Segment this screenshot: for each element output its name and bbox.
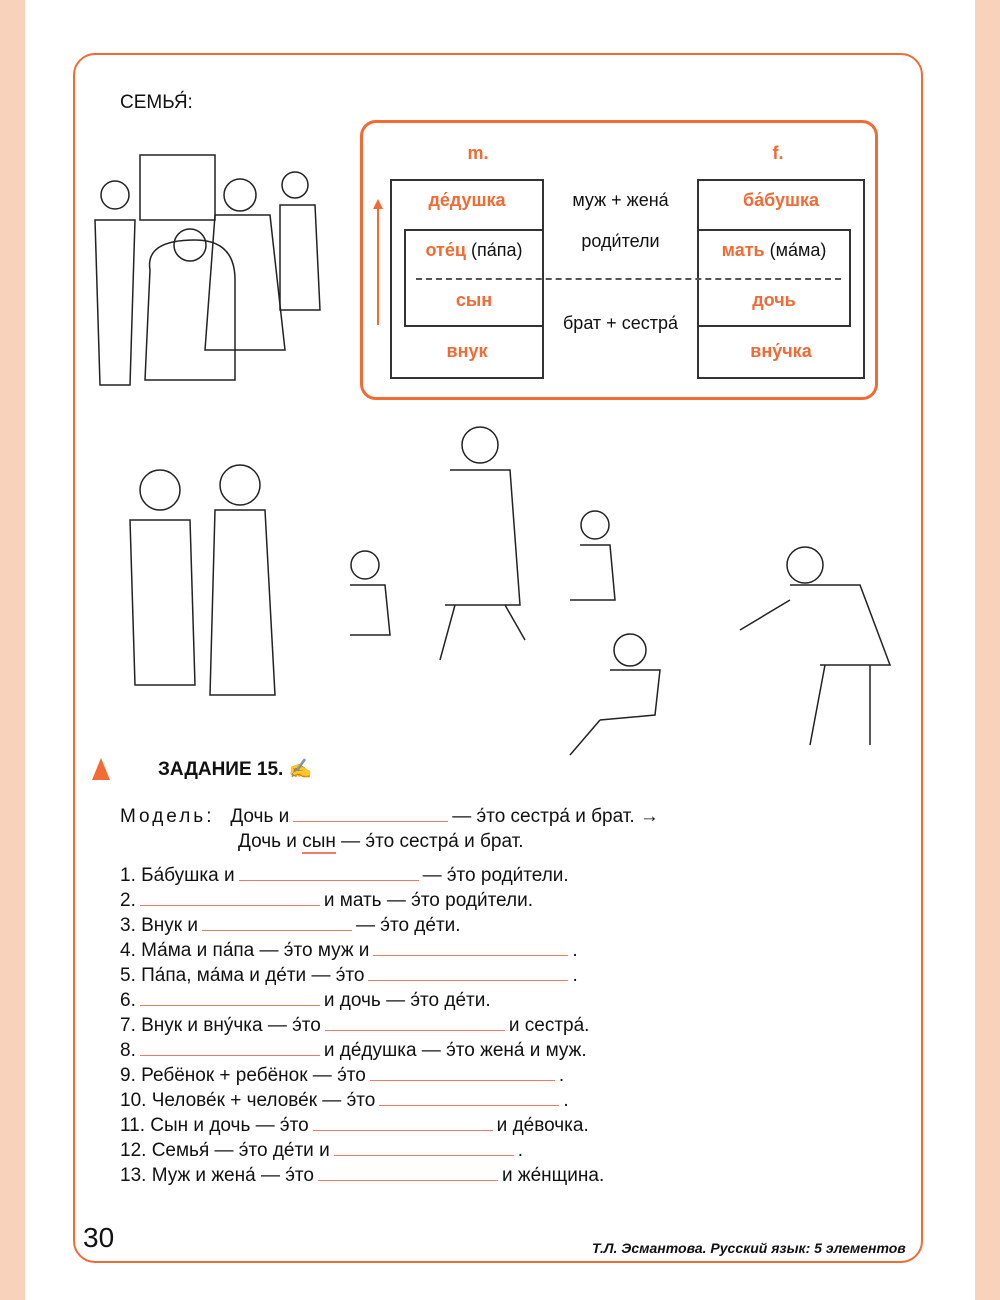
scheme-papa: (па́па) <box>470 240 523 260</box>
item-text: . <box>572 965 578 986</box>
exercise-item <box>120 1165 604 1187</box>
female-label: f. <box>772 143 784 163</box>
scheme-daughter: дочь <box>752 290 796 310</box>
page-number: 30 <box>83 1222 115 1253</box>
generation-divider <box>416 278 841 280</box>
answer-blank[interactable] <box>373 941 568 956</box>
answer-blank[interactable] <box>202 916 352 931</box>
item-text: и дочь — э́то де́ти. <box>323 990 491 1011</box>
answer-blank[interactable] <box>239 866 419 881</box>
male-label: m. <box>467 143 489 163</box>
scheme-mama: (ма́ма) <box>769 240 827 260</box>
family-scenes-illustration <box>100 425 900 760</box>
item-text: и же́нщина. <box>501 1165 605 1186</box>
model-text: Дочь и <box>238 831 297 852</box>
scheme-son: сын <box>455 290 493 310</box>
item-text: . <box>563 1090 569 1111</box>
answer-blank[interactable] <box>140 991 320 1006</box>
task-title-text: ЗАДАНИЕ 15. <box>158 759 284 780</box>
answer-blank[interactable] <box>334 1141 514 1156</box>
item-text: — э́то роди́тели. <box>422 865 569 886</box>
scheme-grandfather: де́душка <box>428 190 506 210</box>
exercise-item <box>120 1040 587 1062</box>
arrow-head-icon <box>373 199 383 209</box>
exercise-item <box>120 890 533 912</box>
model-text: — э́то сестра́ и брат. <box>341 831 524 852</box>
scheme-grandson: внук <box>446 341 488 361</box>
section-title: СЕМЬЯ́: <box>120 92 193 113</box>
model-text: — э́то сестра́ и брат. → <box>452 806 659 827</box>
exercise-item <box>120 965 578 987</box>
answer-blank[interactable] <box>379 1091 559 1106</box>
scheme-father: оте́ц <box>425 240 466 260</box>
item-text: 13. Муж и жена́ — э́то <box>120 1165 314 1186</box>
item-text: 6. <box>120 990 136 1011</box>
up-arrow-icon <box>377 203 379 325</box>
exercise-item <box>120 940 578 962</box>
exercise-item <box>120 1115 589 1137</box>
level-marker-icon <box>92 758 110 780</box>
item-text: 1. Ба́бушка и <box>120 865 235 886</box>
answer-blank[interactable] <box>140 1041 320 1056</box>
item-text: 3. Внук и <box>120 915 198 936</box>
item-text: и де́душка — э́то жена́ и муж. <box>323 1040 587 1061</box>
exercise-item <box>120 1015 589 1037</box>
model-line-2 <box>238 831 524 853</box>
pen-writing-icon: ✍ <box>288 759 313 780</box>
answer-blank[interactable] <box>368 966 568 981</box>
item-text: . <box>572 940 578 961</box>
item-text: 8. <box>120 1040 136 1061</box>
exercise-item <box>120 915 461 937</box>
scheme-mother: мать <box>721 240 765 260</box>
model-line-1 <box>120 806 659 828</box>
answer-blank[interactable] <box>140 891 320 906</box>
exercise-item <box>120 865 569 887</box>
scheme-granddaughter: вну́чка <box>750 341 812 361</box>
family-scheme <box>360 120 878 400</box>
task-title <box>158 757 312 781</box>
page-margin-right <box>975 0 1000 1300</box>
model-blank <box>293 807 448 822</box>
item-text: — э́то де́ти. <box>356 915 461 936</box>
exercise-item <box>120 1140 523 1162</box>
scheme-husband-wife: муж + жена́ <box>572 190 669 210</box>
page-margin-left <box>0 0 25 1300</box>
item-text: 9. Ребёнок + ребёнок — э́то <box>120 1065 366 1086</box>
model-label: Модель: <box>120 806 215 827</box>
item-text: 2. <box>120 890 136 911</box>
answer-blank[interactable] <box>325 1016 505 1031</box>
family-illustration <box>85 150 340 395</box>
item-text: . <box>517 1140 523 1161</box>
item-text: и мать — э́то роди́тели. <box>323 890 533 911</box>
exercise-item <box>120 990 491 1012</box>
item-text: 7. Внук и вну́чка — э́то <box>120 1015 321 1036</box>
item-text: 11. Сын и дочь — э́то <box>120 1115 309 1136</box>
item-text: 5. Па́па, ма́ма и де́ти — э́то <box>120 965 365 986</box>
model-answer: сын <box>302 831 336 852</box>
item-text: 10. Челове́к + челове́к — э́то <box>120 1090 376 1111</box>
answer-blank[interactable] <box>370 1066 555 1081</box>
item-text: 12. Семья́ — э́то де́ти и <box>120 1140 330 1161</box>
item-text: . <box>558 1065 565 1086</box>
scheme-grandmother: ба́бушка <box>742 190 820 210</box>
scheme-parents: роди́тели <box>581 231 660 251</box>
answer-blank[interactable] <box>318 1166 498 1181</box>
item-text: 4. Ма́ма и па́па — э́то муж и <box>120 940 370 961</box>
item-text: и де́вочка. <box>496 1115 589 1136</box>
footer-credit: Т.Л. Эсмантова. Русский язык: 5 элементов <box>592 1240 906 1256</box>
model-text: Дочь и <box>230 806 290 827</box>
exercise-item <box>120 1065 564 1087</box>
scheme-brother-sister: брат + сестра́ <box>563 313 678 333</box>
answer-blank[interactable] <box>313 1116 493 1131</box>
item-text: и сестра́. <box>508 1015 590 1036</box>
exercise-item <box>120 1090 569 1112</box>
